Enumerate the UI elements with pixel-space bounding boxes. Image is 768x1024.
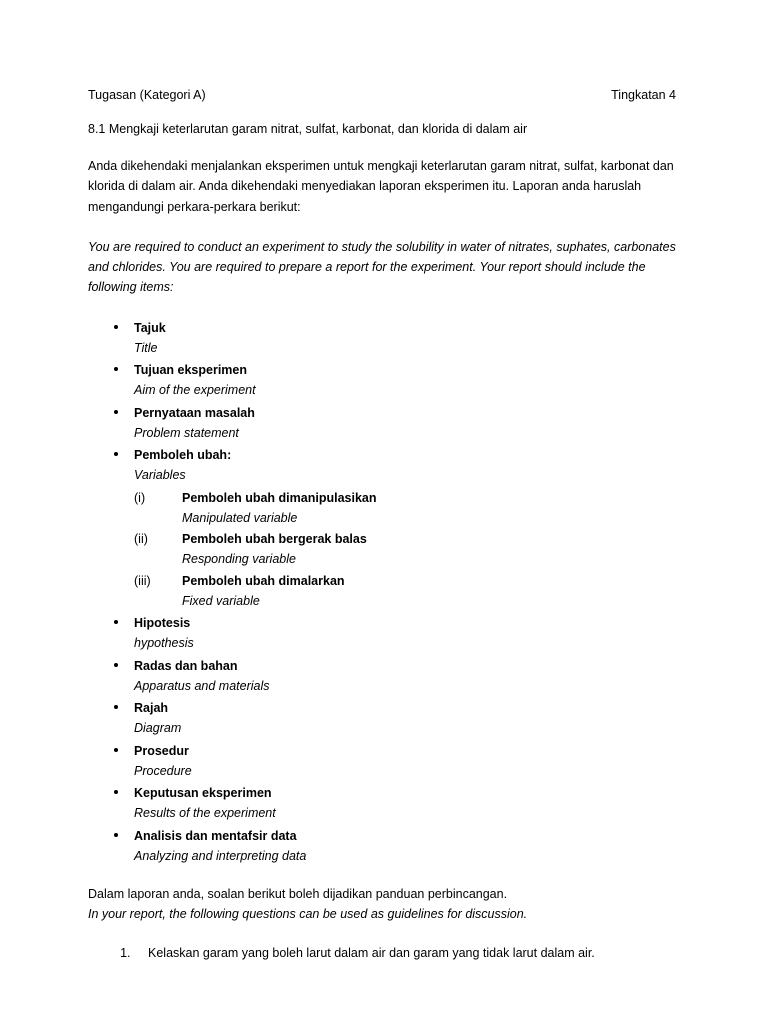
sublist-item	[134, 529, 676, 570]
questions-list	[88, 943, 676, 963]
bullet-icon	[114, 705, 118, 709]
intro-paragraph-malay: Anda dikehendaki menjalankan eksperimen untuk mengkaji keterlarutan garam nitrat, sulfat, karbonat dan klorida di dalam air. Anda dikehendaki menyediakan laporan eksperimen itu. Laporan anda haruslah mengandungi perkara-perkara berikut:	[88, 159, 674, 214]
item-label-english: Apparatus and materials	[134, 678, 270, 693]
bullet-icon	[114, 790, 118, 794]
list-item	[88, 613, 676, 654]
item-label-malay: Keputusan eksperimen	[134, 786, 272, 800]
bullet-icon	[114, 620, 118, 624]
item-label-english: Analyzing and interpreting data	[134, 848, 307, 863]
bullet-icon	[114, 367, 118, 371]
report-items-list	[88, 318, 676, 867]
sublist-label-english: Responding variable	[182, 552, 296, 567]
list-item	[88, 656, 676, 697]
bullet-icon	[114, 325, 118, 329]
sublist-label-malay: Pemboleh ubah dimanipulasikan	[182, 490, 377, 505]
list-item	[88, 741, 676, 782]
variables-sublist	[134, 488, 676, 612]
list-item	[88, 360, 676, 401]
item-label-english: Problem statement	[134, 425, 239, 440]
closing-line-english: In your report, the following questions can be used as guidelines for discussion.	[88, 907, 528, 922]
item-label-malay: Prosedur	[134, 743, 189, 758]
sublist-label-english: Fixed variable	[182, 593, 260, 608]
item-label-malay: Hipotesis	[134, 616, 191, 630]
sublist-label-english: Manipulated variable	[182, 510, 298, 525]
closing-line-malay: Dalam laporan anda, soalan berikut boleh dijadikan panduan perbincangan.	[88, 887, 508, 901]
item-label-english: Title	[134, 340, 158, 355]
item-label-english: Results of the experiment	[134, 806, 276, 821]
item-label-malay: Pemboleh ubah:	[134, 448, 232, 462]
item-label-english: Variables	[134, 468, 186, 483]
bullet-icon	[114, 663, 118, 667]
sublist-item	[134, 488, 676, 529]
list-item: 1. Kelaskan garam yang boleh larut dalam air dan garam yang tidak larut dalam air.	[134, 943, 676, 963]
list-item	[88, 698, 676, 739]
intro-paragraph-english: You are required to conduct an experiment to study the solubility in water of nitrates, suphates, carbonates and chlorides. You are required to prepare a report for the experiment. Your report should include the following items:	[88, 239, 676, 295]
sublist-marker: (i)	[134, 490, 146, 505]
sublist-marker: (iii)	[134, 573, 151, 588]
sublist-label-malay: Pemboleh ubah dimalarkan	[182, 573, 345, 588]
list-item-variables	[88, 445, 676, 611]
sublist-marker: (ii)	[134, 532, 148, 546]
list-item	[88, 403, 676, 444]
item-label-english: Aim of the experiment	[134, 383, 256, 398]
bullet-icon	[114, 452, 118, 456]
item-label-malay: Analisis dan mentafsir data	[134, 828, 297, 843]
list-item	[88, 318, 676, 359]
item-label-english: hypothesis	[134, 636, 194, 651]
bullet-icon	[114, 748, 118, 752]
closing-block	[88, 884, 676, 925]
item-label-malay: Pernyataan masalah	[134, 405, 255, 420]
item-label-malay: Tujuan eksperimen	[134, 363, 247, 377]
page-title: 8.1 Mengkaji keterlarutan garam nitrat, sulfat, karbonat, dan klorida di dalam air	[88, 122, 528, 136]
document-header	[88, 88, 676, 102]
sublist-item	[134, 571, 676, 612]
header-form-label: Tingkatan 4	[611, 88, 676, 102]
item-label-english: Procedure	[134, 763, 192, 778]
list-item	[88, 783, 676, 824]
header-task-label: Tugasan (Kategori A)	[88, 88, 206, 102]
bullet-icon	[114, 410, 118, 414]
item-label-english: Diagram	[134, 721, 182, 736]
item-label-malay: Rajah	[134, 701, 169, 715]
item-label-malay: Tajuk	[134, 320, 166, 335]
sublist-label-malay: Pemboleh ubah bergerak balas	[182, 532, 367, 546]
item-label-malay: Radas dan bahan	[134, 658, 238, 673]
bullet-icon	[114, 833, 118, 837]
list-item	[88, 826, 676, 867]
